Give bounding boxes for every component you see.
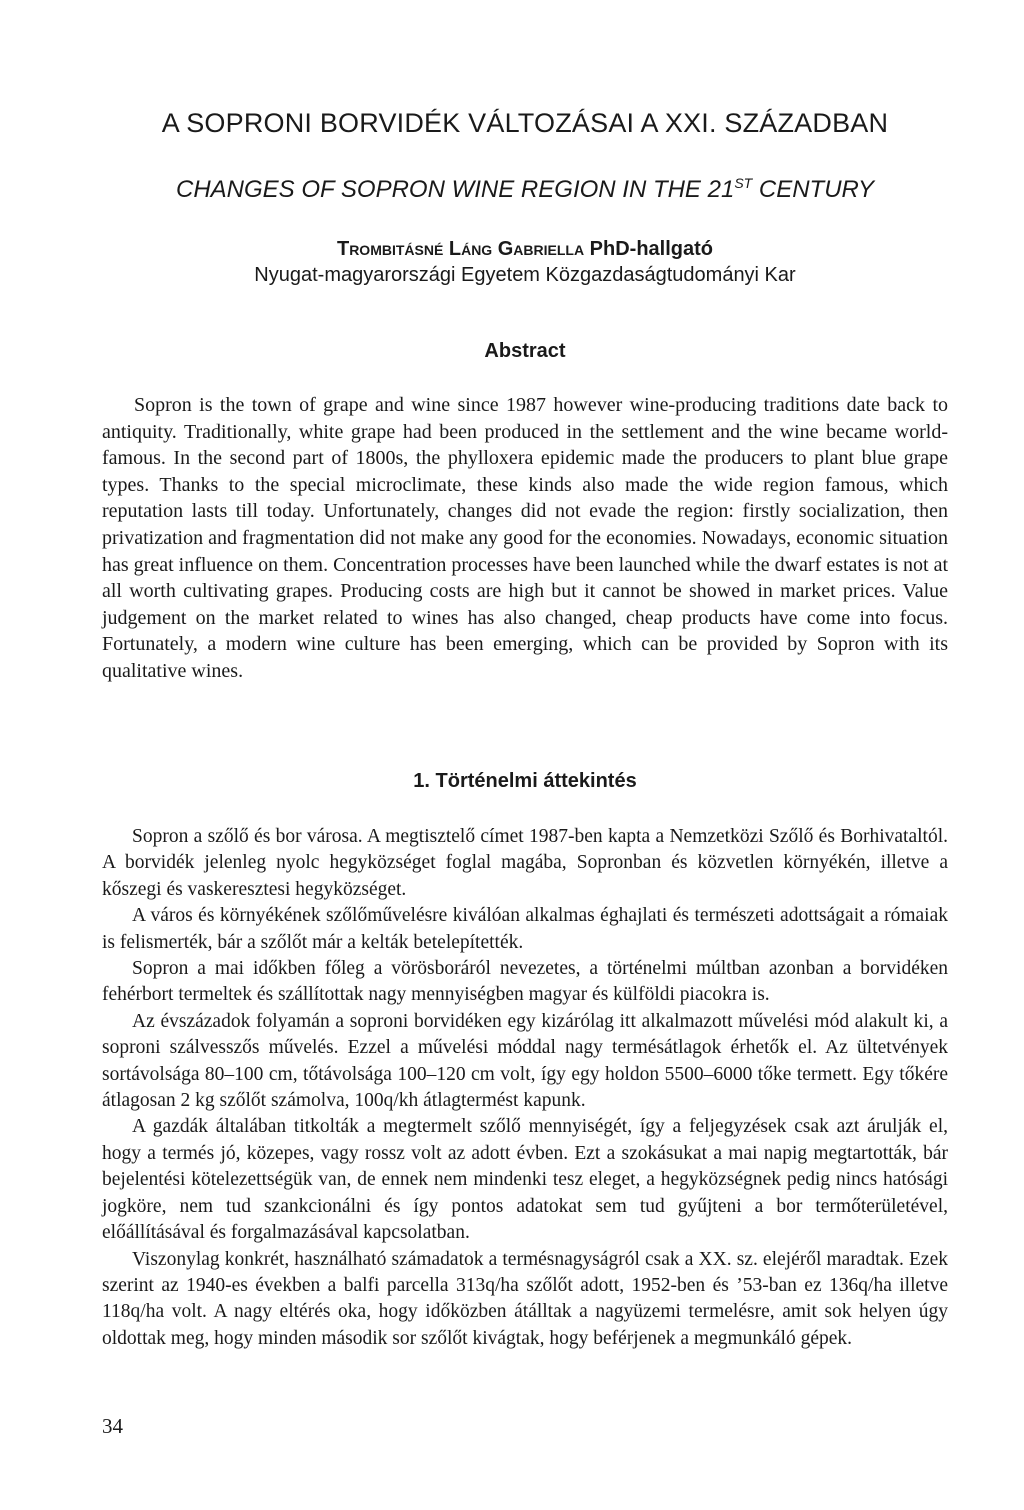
body-paragraph: A gazdák általában titkolták a megtermelt szőlő mennyiségét, így a feljegyzések csak azt árulják el, hogy a termés jó, közepes, vagy rossz volt az adott évben. Ezt a szokásukat a mai napig megtartották, bár bejelentési kötelezettségük van, de ennek nem mindenki tesz eleget, a hegyközségnek pedig nincs hatósági jogköre, nem tud szankcionálni és így pontos adatokat sem tud gyűjteni a bor termőterületével, előállításával és forgalmazásával kapcsolatban. bbox=[102, 1116, 948, 1244]
body-paragraph: A város és környékének szőlőművelésre kiválóan alkalmas éghajlati és természeti adottságait a rómaiak is felismerték, bár a szőlőt már a kelták betelepítették. bbox=[102, 905, 948, 953]
page-number: 34 bbox=[102, 1414, 123, 1438]
author-name: Trombitásné Láng Gabriella bbox=[336, 238, 585, 260]
abstract-text: Sopron is the town of grape and wine since 1987 however wine-producing traditions date back to antiquity. Traditionally, white grape had been produced in the settlement and the wine became world-famous. In the second part of 1800s, the phylloxera epidemic made the producers to plant blue grape types. Thanks to the special microclimate, these kinds also made the wide region famous, which reputation lasts till today. Unfortunately, changes did not evade the region: firstly socialization, then privatization and fragmentation did not make any good for the economies. Nowadays, economic situation has great influence on them. Concentration processes have been launched while the dwarf estates is not at all worth cultivating grapes. Producing costs are high but it cannot be showed in market prices. Value judgement on the market related to wines has also changed, cheap products have come into focus. Fortunately, a modern wine culture has been emerging, which can be provided by Sopron with its qualitative wines. bbox=[102, 394, 948, 682]
body-paragraph: Viszonylag konkrét, használható számadatok a termésnagyságról csak a XX. sz. elejéről maradtak. Ezek szerint az 1940-es években a balfi parcella 313q/ha szőlőt adott, 1952-ben és ’53-ban ez 136q/ha illetve 118q/ha volt. A nagy eltérés oka, hogy időközben átálltak a nagyüzemi termelésre, amit sok helyen úgy oldottak meg, hogy minden második sor szőlőt kivágtak, hogy beférjenek a megmunkáló gépek. bbox=[102, 1248, 948, 1349]
author-role: PhD-hallgató bbox=[589, 238, 713, 260]
title-english-superscript: ST bbox=[734, 175, 753, 191]
body-paragraph: Sopron a szőlő és bor városa. A megtisztelő címet 1987-ben kapta a Nemzetközi Szőlő és Borhivataltól. A borvidék jelenleg nyolc hegyközséget foglal magába, Sopronban és közvetlen környékén, illetve a kőszegi és vaskeresztesi hegyközséget. bbox=[102, 826, 948, 900]
section-heading: 1. Történelmi áttekintés bbox=[413, 770, 637, 792]
title-english bbox=[102, 176, 948, 204]
author-line bbox=[102, 238, 948, 261]
body-paragraph: Sopron a mai időkben főleg a vörösboráról nevezetes, a történelmi múltban azonban a borvidéken fehérbort termeltek és szállítottak nagy mennyiségben magyar és külföldi piacokra is. bbox=[102, 958, 948, 1006]
body-paragraph: Az évszázadok folyamán a soproni borvidéken egy kizárólag itt alkalmazott művelési mód alakult ki, a soproni szálvesszős művelés. Ezzel a művelési móddal nagy termésátlagok érhetők el. Az ültetvények sortávolsága 80–100 cm, tőtávolsága 100–120 cm volt, így egy holdon 5500–6000 tőke termett. Egy tőkére átlagosan 2 kg szőlőt számolva, 100q/kh átlagtermést kapunk. bbox=[102, 1010, 948, 1112]
page bbox=[102, 0, 948, 1510]
title-english-tail: CENTURY bbox=[752, 176, 874, 203]
author-affiliation: Nyugat-magyarországi Egyetem Közgazdaságtudományi Kar bbox=[254, 264, 796, 286]
abstract-heading: Abstract bbox=[484, 340, 566, 362]
title-hungarian: A SOPRONI BORVIDÉK VÁLTOZÁSAI A XXI. SZÁZADBAN bbox=[161, 108, 889, 138]
section-body bbox=[102, 824, 948, 1352]
title-english-main: CHANGES OF SOPRON WINE REGION IN THE 21 bbox=[176, 176, 735, 203]
